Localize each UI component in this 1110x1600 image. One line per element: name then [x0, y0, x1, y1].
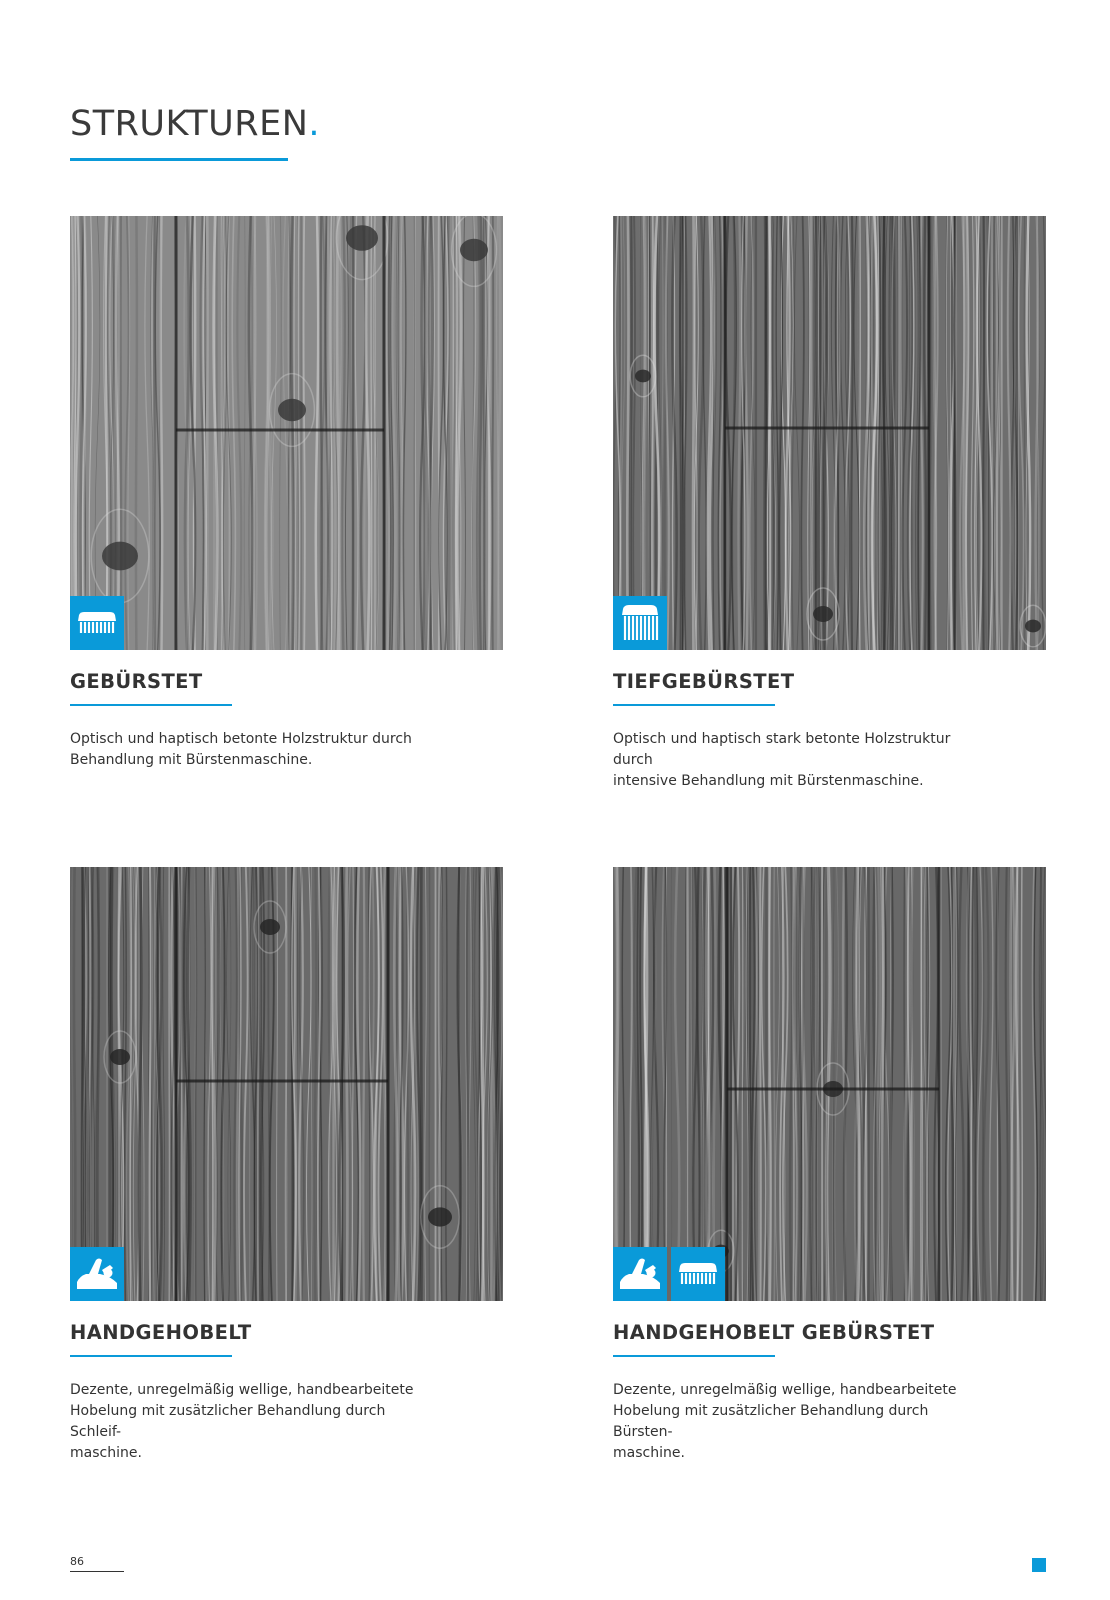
page-title-text: STRUKTUREN	[70, 104, 309, 144]
badge-group	[70, 1247, 124, 1301]
card-description: Dezente, unregelmäßig wellige, handbearbeitete Hobelung mit zusätzlicher Behandlung durch Schleif- maschine.	[70, 1382, 414, 1461]
card-title: GEBÜRSTET	[70, 670, 203, 693]
structure-card-tiefgebuerstet	[613, 216, 1046, 792]
page-title	[70, 104, 320, 144]
deep-brush-icon	[619, 603, 661, 643]
brush-icon	[74, 611, 120, 635]
footer-rule	[70, 1571, 124, 1572]
card-title: TIEFGEBÜRSTET	[613, 670, 795, 693]
title-accent-dot: .	[308, 104, 321, 144]
card-description: Optisch und haptisch betonte Holzstruktur durch Behandlung mit Bürstenmaschine.	[70, 731, 412, 768]
badge-group	[613, 1247, 725, 1301]
badge-group	[613, 596, 667, 650]
card-description: Optisch und haptisch stark betonte Holzstruktur durch intensive Behandlung mit Bürstenmaschine.	[613, 731, 951, 789]
card-title-underline	[613, 1355, 775, 1357]
wood-texture-photo	[70, 216, 503, 650]
card-title-underline	[613, 704, 775, 706]
structure-card-gebuerstet	[70, 216, 503, 771]
hand-plane-icon-badge	[70, 1247, 124, 1301]
footer-accent-square	[1032, 1558, 1046, 1572]
brush-icon-badge	[70, 596, 124, 650]
card-title: HANDGEHOBELT	[70, 1321, 252, 1344]
page-number: 86	[70, 1555, 84, 1568]
deep-brush-icon-badge	[613, 596, 667, 650]
card-title-underline	[70, 1355, 232, 1357]
brush-icon	[675, 1262, 721, 1286]
hand-plane-icon	[617, 1256, 663, 1292]
wood-texture-photo	[70, 867, 503, 1301]
badge-group	[70, 596, 124, 650]
wood-texture-photo	[613, 867, 1046, 1301]
card-title-underline	[70, 704, 232, 706]
card-title: HANDGEHOBELT GEBÜRSTET	[613, 1321, 935, 1344]
title-underline	[70, 158, 288, 161]
hand-plane-icon-badge	[613, 1247, 667, 1301]
card-description: Dezente, unregelmäßig wellige, handbearbeitete Hobelung mit zusätzlicher Behandlung durch Bürsten- maschine.	[613, 1382, 957, 1461]
wood-texture-photo	[613, 216, 1046, 650]
structure-card-handgehobelt	[70, 867, 503, 1464]
brush-icon-badge	[671, 1247, 725, 1301]
structure-card-handgehobelt-gebuerstet	[613, 867, 1046, 1464]
hand-plane-icon	[74, 1256, 120, 1292]
